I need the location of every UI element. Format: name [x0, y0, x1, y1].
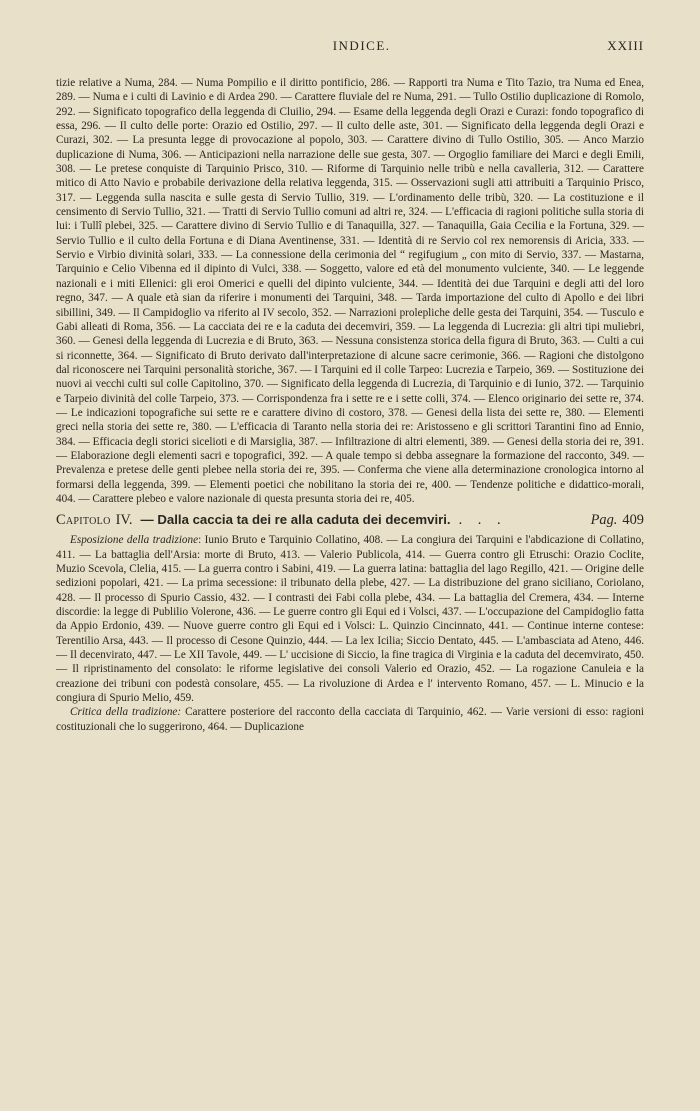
exposition-entries [56, 533, 644, 705]
index-body [56, 76, 644, 734]
chapter-heading [56, 511, 644, 529]
page-header [56, 38, 644, 64]
running-title: INDICE. [332, 38, 391, 53]
critique-text: Carattere posteriore del racconto della cacciata di Tarquinio, 462. — Varie versioni di esso: ragioni costituzionali che lo suggerirono, 464. — Duplicazione [56, 706, 644, 733]
critique-label: Critica della tradizione: [70, 706, 182, 719]
page-number: XXIII [607, 38, 644, 53]
chapter-page: 409 [622, 512, 644, 529]
chapter-number: IV. [115, 512, 133, 529]
chapter-label: Capitolo [56, 512, 111, 529]
chapter-title: — Dalla caccia ta dei re alla caduta dei decemviri. [140, 512, 451, 528]
exposition-label: Esposizione della tradizione [70, 534, 199, 547]
page-label: Pag. [590, 512, 618, 529]
exposition-text: : Iunio Bruto e Tarquinio Collatino, 408. — La congiura dei Tarquini e l'abdicazione di Collatino, 411. — La battaglia dell'Arsia: morte di Bruto, 413. — Valerio Publicola, 414. — Guerra contro gli Etruschi: Orazio Coclite, Muzio Scevola, Clelia, 415. — La guerra contro i Sabini, 419. — La guerra latina: battaglia del lago Regillo, 421. — Origine delle sedizioni popolari, 421. — La prima secessione: il tribunato della plebe, 427. — La distribuzione del grano siciliano, Coriolano, 428. — Il processo di Spurio Cassio, 432. — I contrasti dei Fabi colla plebe, 434. — La battaglia del Cremera, 434. — Interne discordie: la legge di Publilio Volerone, 436. — Le guerre contro gli Equi ed i Volsci, 437. — L'occupazione del Campidoglio fatta da Appio Erdonio, 439. — Nuove guerre contro gli Equi ed i Volsci: L. Quinzio Cincinnato, 441. — Continue interne contese: Terentilio Arsa, 443. — Il processo di Cesone Quinzio, 444. — La lex Icilia; Siccio Dentato, 445. — L'ambasciata ad Ateno, 446. — Il decenvirato, 447. — Le XII Tavole, 449. — L' uccisione di Siccio, la fine tragica di Virginia e la caduta del decemvirato, 450. — Il ripristinamento del consolato: le riforme legislative dei consoli Valerio ed Orazio, 452. — La rogazione Canuleia e la creazione dei tribuni con podestà consolare, 455. — La rivoluzione di Ardea e l' intervento Romano, 457. — L. Minucio e la congiura di Spurio Melio, 459. [56, 534, 644, 705]
chapter-3-entries: tizie relative a Numa, 284. — Numa Pompilio e il diritto pontificio, 286. — Rapporti tra Numa e Tito Tazio, tra Numa ed Enea, 289. — Numa e i culti di Lavinio e di Ardea 290. — Carattere fluviale del re Numa, 291. — Tullo Ostilio duplicazione di Romolo, 292. — Significato topografico della leggenda di Cluilio, 294. — Esame della leggenda degli Orazi e Curazi: fondo topografico di essa, 296. — Il culto delle porte: Orazio ed Ostilio, 297. — Il culto delle aste, 301. — Significato della leggenda degli Orazi e Curazi, 302. — La presunta legge di provocazione al popolo, 303. — Carattere divino di Tullo Ostilio, 305. — Anco Marzio duplicazione di Numa, 306. — Anticipazioni nella narrazione delle sue gesta, 307. — Orgoglio familiare dei Marci e degli Emili, 308. — Le pretese conquiste di Tarquinio Prisco, 310. — Riforme di Tarquinio nelle tribù e nella cavalleria, 312. — Carattere mitico di Atto Navio e probabile derivazione della relativa leggenda, 315. — Osservazioni sugli atti attribuiti a Tarquinio Prisco, 317. — Leggenda sulla nascita e sulle gesta di Servio Tullio, 319. — L'ordinamento delle tribù, 320. — La costituzione e il censimento di Servio Tullio, 321. — Tratti di Servio Tullio comuni ad altri re, 324. — L'efficacia di ragioni politiche sulla storia di lui: i Tullî plebei, 325. — Carattere divino di Servio Tullio e di Tanaquilla, 327. — Tanaquilla, Gaia Cecilia e la Fortuna, 329. — Servio Tullio e il culto della Fortuna e di Diana Aventinense, 331. — Identità di re Servio col rex nemorensis di Aricia, 333. — Servio e Virbio divinità solari, 333. — La connessione della cerimonia del “ regifugium „ con mito di Servio, 337. — Mastarna, Tarquinio e Celio Vibenna ed il dipinto di Vulci, 338. — Soggetto, valore ed età del monumento vulciente, 340. — Le leggende nazionali e i miti Ellenici: gli eroi Omerici e quelli del dipinto vulciente, 344. — Identità dei due Tarquini e degli atti del loro regno, 347. — A quale età sian da riferire i monumenti dei Tarquini, 348. — Tarda importazione del culto di Apollo e dei libri sibillini, 349. — Il Campidoglio va riferito al IV secolo, 352. — Narrazioni prolepliche delle gesta dei Tarquini, 354. — Tusculo e Gabi alleati di Roma, 356. — La cacciata dei re e la caduta dei decemviri, 359. — La leggenda di Lucrezia: gli altri tipi muliebri, 360. — Genesi della leggenda di Lucrezia e di Bruto, 363. — Nessuna consistenza storica della figura di Bruto, 363. — Culti a cui si riconnette, 364. — Significato di Bruto derivato dall'interpretazione di alcune sacre cerimonie, 366. — Ragioni che distolgono dal riconoscere nei Tarquini personalità storiche, 367. — I Tarquini ed il colle Tarpeo: Lucrezia e Tarpeio, 369. — Sostituzione dei nuovi ai vecchi culti sul colle Capitolino, 370. — Significato della leggenda di Lucrezia, di Tarquinio e di Iunio, 372. — Tarquinio e Tarpeio divinità del colle Tarpeio, 373. — Corrispondenza fra i sette re e i sette colli, 374. — Elenco originario dei sette re, 374. — Le indicazioni topografiche sui sette re e carattere divino di costoro, 378. — Genesi della lista dei sette re, 380. — Elementi greci nella storia dei sette re, 380. — L'efficacia di Taranto nella storia dei re: Aristosseno e gli scrittori Tarantini fino ad Ennio, 384. — Efficacia degli storici sicelioti e di Marsiglia, 387. — Infiltrazione di altri elementi, 389. — Genesi della storia dei re, 391. — Elaborazione degli elementi sacri e topografici, 392. — A quale tempo si debba assegnare la formazione del racconto, 349. — Prevalenza e pretese delle genti plebee nella storia dei re, 395. — Conferma che viene alla determinazione cronologica intorno al formarsi della leggenda, 399. — Elementi poetici che nobilitano la storia dei re, 400. — Tendenze politiche e didattico-morali, 404. — Carattere plebeo e valore nazionale di questa presunta storia dei re, 405. [56, 77, 644, 505]
critique-entries [56, 705, 644, 734]
leader-dots: . . . [458, 512, 507, 529]
